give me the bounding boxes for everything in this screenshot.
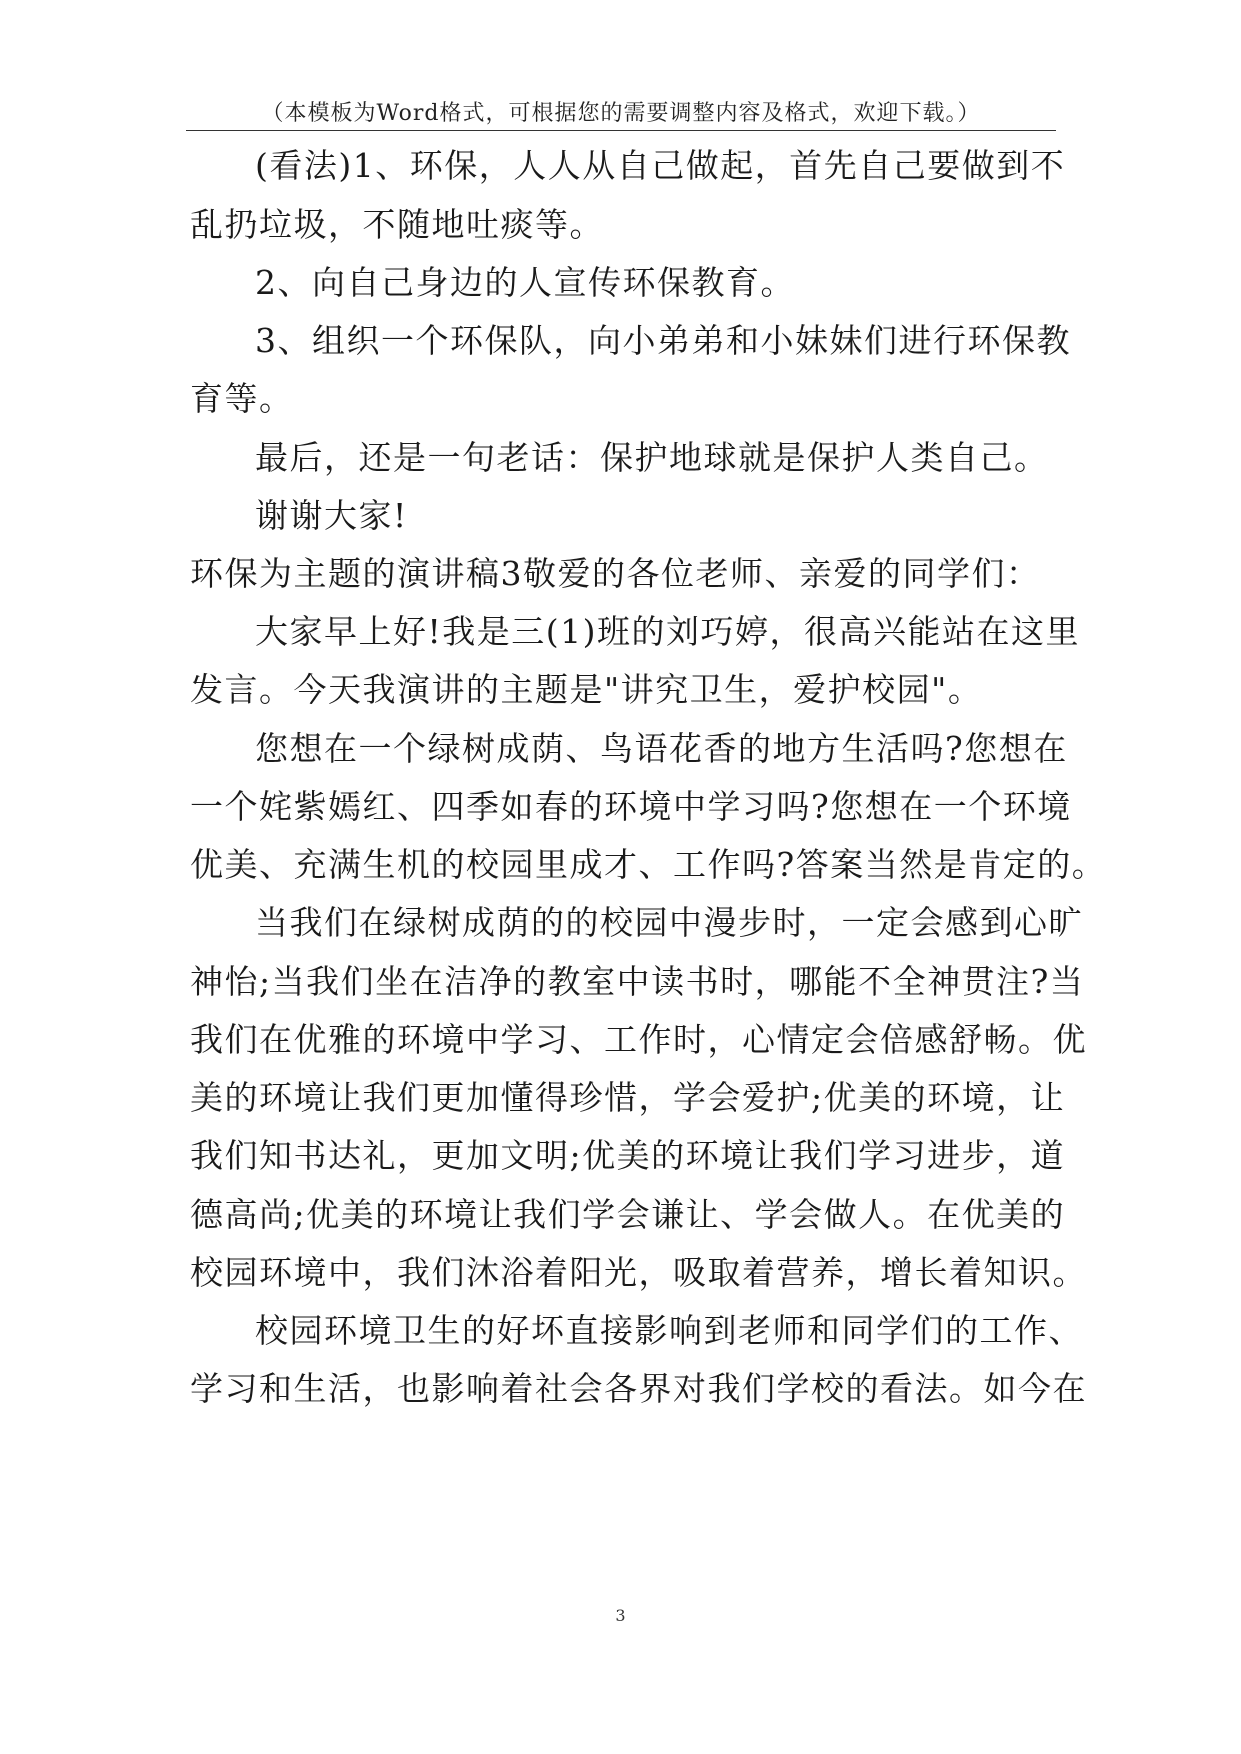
body-line: 我们知书达礼，更加文明;优美的环境让我们学习进步，道 xyxy=(190,1136,1066,1175)
body-line: 一个姹紫嫣红、四季如春的环境中学习吗?您想在一个环境 xyxy=(190,787,1072,826)
page-header-note: （本模板为Word格式，可根据您的需要调整内容及格式，欢迎下载。） xyxy=(261,101,981,126)
body-line: 3、组织一个环保队，向小弟弟和小妹妹们进行环保教 xyxy=(255,321,1071,360)
body-line: 优美、充满生机的校园里成才、工作吗?答案当然是肯定的。 xyxy=(190,845,1107,884)
body-line: 最后，还是一句老话：保护地球就是保护人类自己。 xyxy=(255,438,1049,477)
body-line: 神怡;当我们坐在洁净的教室中读书时，哪能不全神贯注?当 xyxy=(190,962,1085,1001)
body-line: 发言。今天我演讲的主题是"讲究卫生，爱护校园"。 xyxy=(190,670,983,709)
body-line: 美的环境让我们更加懂得珍惜，学会爱护;优美的环境，让 xyxy=(190,1078,1066,1117)
body-line: 大家早上好!我是三(1)班的刘巧婷，很高兴能站在这里 xyxy=(255,612,1081,651)
body-line: 育等。 xyxy=(190,379,294,418)
body-line: 校园环境中，我们沐浴着阳光，吸取着营养，增长着知识。 xyxy=(190,1253,1087,1292)
body-line: (看法)1、环保，人人从自己做起，首先自己要做到不 xyxy=(255,146,1066,185)
body-line: 校园环境卫生的好坏直接影响到老师和同学们的工作、 xyxy=(255,1311,1083,1350)
body-line: 我们在优雅的环境中学习、工作时，心情定会倍感舒畅。优 xyxy=(190,1020,1087,1059)
body-line: 您想在一个绿树成荫、鸟语花香的地方生活吗?您想在 xyxy=(255,729,1068,768)
body-line: 德高尚;优美的环境让我们学会谦让、学会做人。在优美的 xyxy=(190,1195,1066,1234)
header-divider xyxy=(186,130,1056,131)
page-number: 3 xyxy=(615,1606,626,1625)
body-line: 当我们在绿树成荫的的校园中漫步时，一定会感到心旷 xyxy=(255,903,1083,942)
body-line: 学习和生活，也影响着社会各界对我们学校的看法。如今在 xyxy=(190,1369,1087,1408)
body-line: 谢谢大家! xyxy=(255,496,408,535)
body-line: 2、向自己身边的人宣传环保教育。 xyxy=(255,263,795,302)
body-line: 环保为主题的演讲稿3敬爱的各位老师、亲爱的同学们： xyxy=(190,554,1041,593)
body-line: 乱扔垃圾，不随地吐痰等。 xyxy=(190,205,604,244)
